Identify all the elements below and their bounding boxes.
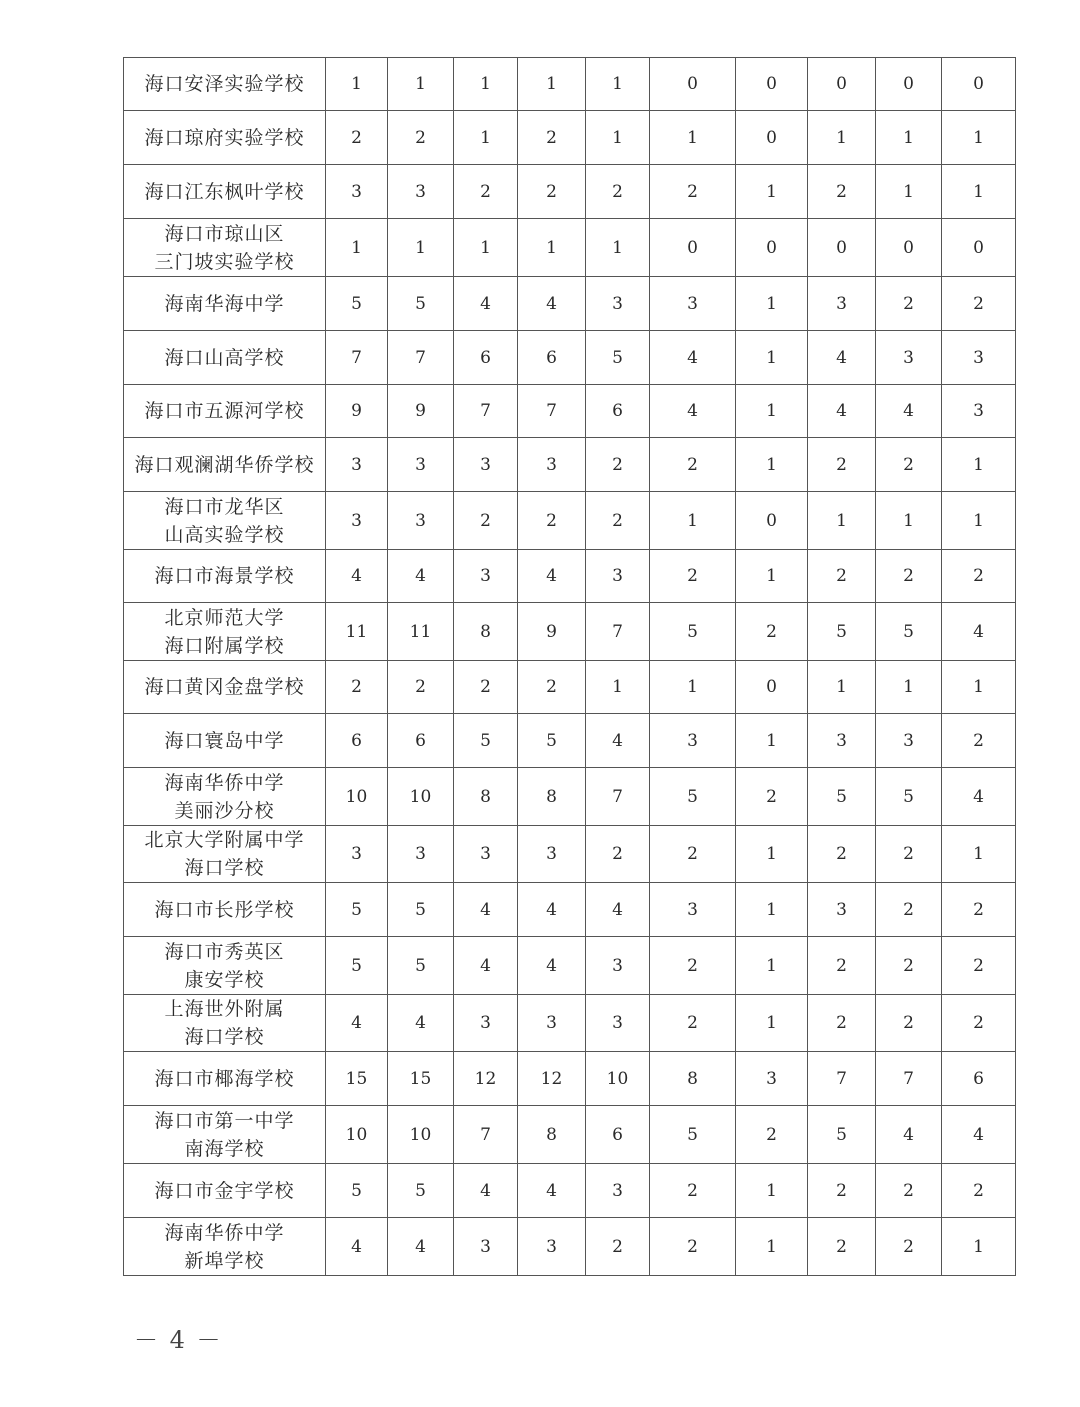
value-cell: 3 [808, 714, 876, 768]
value-cell: 6 [586, 385, 650, 438]
value-cell: 1 [326, 219, 388, 277]
value-cell: 3 [326, 826, 388, 883]
value-cell: 2 [942, 277, 1016, 331]
value-cell: 8 [650, 1052, 736, 1106]
value-cell: 1 [942, 111, 1016, 165]
value-cell: 1 [942, 492, 1016, 550]
value-cell: 2 [736, 1106, 808, 1164]
value-cell: 4 [388, 550, 454, 603]
value-cell: 2 [808, 165, 876, 219]
value-cell: 1 [518, 219, 586, 277]
value-cell: 1 [942, 826, 1016, 883]
value-cell: 2 [876, 438, 942, 492]
value-cell: 2 [518, 111, 586, 165]
value-cell: 6 [942, 1052, 1016, 1106]
value-cell: 2 [650, 995, 736, 1052]
value-cell: 4 [518, 550, 586, 603]
school-name-cell: 北京师范大学 海口附属学校 [124, 603, 326, 661]
value-cell: 9 [388, 385, 454, 438]
value-cell: 3 [388, 492, 454, 550]
value-cell: 1 [454, 219, 518, 277]
value-cell: 2 [942, 714, 1016, 768]
value-cell: 4 [876, 385, 942, 438]
value-cell: 10 [388, 768, 454, 826]
value-cell: 4 [326, 995, 388, 1052]
value-cell: 3 [518, 995, 586, 1052]
value-cell: 1 [876, 165, 942, 219]
table-row [124, 438, 1016, 492]
table-row [124, 58, 1016, 111]
value-cell: 2 [808, 438, 876, 492]
value-cell: 5 [586, 331, 650, 385]
value-cell: 4 [586, 714, 650, 768]
value-cell: 1 [876, 492, 942, 550]
school-name-cell: 海南华海中学 [124, 277, 326, 331]
school-name-cell: 海口市海景学校 [124, 550, 326, 603]
value-cell: 4 [454, 937, 518, 995]
value-cell: 3 [650, 883, 736, 937]
value-cell: 1 [736, 165, 808, 219]
value-cell: 2 [454, 492, 518, 550]
value-cell: 2 [586, 165, 650, 219]
value-cell: 1 [876, 111, 942, 165]
value-cell: 4 [650, 385, 736, 438]
table-row [124, 111, 1016, 165]
table-row [124, 995, 1016, 1052]
value-cell: 1 [736, 714, 808, 768]
school-name-cell: 海口观澜湖华侨学校 [124, 438, 326, 492]
value-cell: 10 [586, 1052, 650, 1106]
table-row [124, 1052, 1016, 1106]
table-row [124, 714, 1016, 768]
value-cell: 0 [876, 58, 942, 111]
value-cell: 8 [518, 768, 586, 826]
value-cell: 4 [586, 883, 650, 937]
table-row [124, 1106, 1016, 1164]
value-cell: 7 [518, 385, 586, 438]
value-cell: 4 [518, 277, 586, 331]
value-cell: 4 [808, 385, 876, 438]
value-cell: 5 [650, 603, 736, 661]
table-row [124, 219, 1016, 277]
value-cell: 11 [388, 603, 454, 661]
value-cell: 3 [454, 995, 518, 1052]
value-cell: 1 [736, 826, 808, 883]
value-cell: 1 [388, 219, 454, 277]
value-cell: 2 [518, 661, 586, 714]
value-cell: 15 [388, 1052, 454, 1106]
value-cell: 1 [942, 1218, 1016, 1276]
school-name-cell: 海口市五源河学校 [124, 385, 326, 438]
value-cell: 3 [518, 438, 586, 492]
value-cell: 0 [942, 58, 1016, 111]
table-row [124, 492, 1016, 550]
value-cell: 0 [736, 58, 808, 111]
value-cell: 2 [326, 661, 388, 714]
value-cell: 2 [518, 492, 586, 550]
value-cell: 2 [650, 826, 736, 883]
value-cell: 7 [586, 768, 650, 826]
value-cell: 1 [736, 550, 808, 603]
value-cell: 0 [736, 661, 808, 714]
value-cell: 8 [454, 603, 518, 661]
value-cell: 11 [326, 603, 388, 661]
value-cell: 2 [808, 550, 876, 603]
value-cell: 10 [388, 1106, 454, 1164]
value-cell: 6 [518, 331, 586, 385]
value-cell: 2 [876, 826, 942, 883]
value-cell: 4 [808, 331, 876, 385]
table-row [124, 277, 1016, 331]
table-row [124, 937, 1016, 995]
value-cell: 8 [454, 768, 518, 826]
value-cell: 2 [736, 768, 808, 826]
value-cell: 2 [454, 165, 518, 219]
value-cell: 4 [650, 331, 736, 385]
table-row [124, 1218, 1016, 1276]
value-cell: 1 [586, 111, 650, 165]
school-name-cell: 海口黄冈金盘学校 [124, 661, 326, 714]
value-cell: 3 [388, 165, 454, 219]
value-cell: 3 [454, 1218, 518, 1276]
value-cell: 0 [942, 219, 1016, 277]
value-cell: 2 [876, 1218, 942, 1276]
value-cell: 1 [326, 58, 388, 111]
value-cell: 2 [650, 1164, 736, 1218]
value-cell: 9 [326, 385, 388, 438]
value-cell: 5 [650, 1106, 736, 1164]
value-cell: 0 [736, 111, 808, 165]
value-cell: 3 [942, 385, 1016, 438]
value-cell: 4 [388, 1218, 454, 1276]
school-name-cell: 海口山高学校 [124, 331, 326, 385]
value-cell: 1 [736, 883, 808, 937]
value-cell: 2 [586, 1218, 650, 1276]
value-cell: 1 [650, 661, 736, 714]
value-cell: 1 [388, 58, 454, 111]
value-cell: 1 [736, 438, 808, 492]
value-cell: 2 [808, 937, 876, 995]
school-name-cell: 海口寰岛中学 [124, 714, 326, 768]
value-cell: 1 [736, 385, 808, 438]
value-cell: 3 [736, 1052, 808, 1106]
value-cell: 6 [326, 714, 388, 768]
value-cell: 9 [518, 603, 586, 661]
value-cell: 1 [586, 58, 650, 111]
table-row [124, 826, 1016, 883]
value-cell: 2 [650, 1218, 736, 1276]
value-cell: 4 [388, 995, 454, 1052]
value-cell: 2 [586, 438, 650, 492]
value-cell: 4 [454, 277, 518, 331]
school-name-cell: 海口市龙华区 山高实验学校 [124, 492, 326, 550]
value-cell: 1 [586, 661, 650, 714]
value-cell: 4 [326, 550, 388, 603]
value-cell: 3 [454, 826, 518, 883]
value-cell: 3 [326, 492, 388, 550]
value-cell: 2 [876, 550, 942, 603]
value-cell: 2 [586, 492, 650, 550]
value-cell: 2 [876, 883, 942, 937]
value-cell: 1 [650, 111, 736, 165]
value-cell: 2 [942, 883, 1016, 937]
value-cell: 1 [454, 58, 518, 111]
value-cell: 4 [326, 1218, 388, 1276]
value-cell: 2 [650, 550, 736, 603]
school-name-cell: 海口市长彤学校 [124, 883, 326, 937]
page-number: － 4 － [134, 1326, 223, 1354]
value-cell: 2 [876, 277, 942, 331]
school-name-cell: 海口安泽实验学校 [124, 58, 326, 111]
school-name-cell: 海口市秀英区 康安学校 [124, 937, 326, 995]
value-cell: 5 [326, 883, 388, 937]
value-cell: 5 [650, 768, 736, 826]
value-cell: 3 [650, 714, 736, 768]
value-cell: 0 [650, 219, 736, 277]
value-cell: 1 [518, 58, 586, 111]
value-cell: 3 [586, 1164, 650, 1218]
value-cell: 6 [586, 1106, 650, 1164]
value-cell: 6 [388, 714, 454, 768]
value-cell: 10 [326, 1106, 388, 1164]
school-name-cell: 上海世外附属 海口学校 [124, 995, 326, 1052]
value-cell: 0 [808, 58, 876, 111]
value-cell: 4 [454, 883, 518, 937]
value-cell: 2 [650, 937, 736, 995]
value-cell: 4 [518, 1164, 586, 1218]
value-cell: 1 [942, 661, 1016, 714]
value-cell: 3 [586, 995, 650, 1052]
value-cell: 8 [518, 1106, 586, 1164]
value-cell: 4 [518, 937, 586, 995]
value-cell: 2 [388, 111, 454, 165]
value-cell: 1 [650, 492, 736, 550]
value-cell: 2 [876, 995, 942, 1052]
value-cell: 2 [736, 603, 808, 661]
table-row [124, 661, 1016, 714]
value-cell: 3 [388, 438, 454, 492]
value-cell: 7 [876, 1052, 942, 1106]
value-cell: 1 [736, 937, 808, 995]
table-row [124, 385, 1016, 438]
value-cell: 4 [942, 1106, 1016, 1164]
value-cell: 5 [388, 883, 454, 937]
value-cell: 3 [326, 438, 388, 492]
value-cell: 5 [326, 1164, 388, 1218]
value-cell: 2 [942, 1164, 1016, 1218]
value-cell: 4 [518, 883, 586, 937]
value-cell: 3 [876, 714, 942, 768]
value-cell: 1 [808, 661, 876, 714]
value-cell: 3 [326, 165, 388, 219]
value-cell: 3 [942, 331, 1016, 385]
value-cell: 3 [808, 277, 876, 331]
quota-table [123, 57, 1016, 1276]
value-cell: 5 [518, 714, 586, 768]
value-cell: 4 [876, 1106, 942, 1164]
table-body [124, 58, 1016, 1276]
value-cell: 2 [650, 438, 736, 492]
school-name-cell: 海口市第一中学 南海学校 [124, 1106, 326, 1164]
value-cell: 7 [808, 1052, 876, 1106]
value-cell: 1 [736, 277, 808, 331]
value-cell: 0 [736, 492, 808, 550]
value-cell: 2 [942, 937, 1016, 995]
value-cell: 1 [942, 165, 1016, 219]
value-cell: 3 [388, 826, 454, 883]
value-cell: 12 [454, 1052, 518, 1106]
value-cell: 4 [942, 768, 1016, 826]
value-cell: 3 [454, 550, 518, 603]
value-cell: 7 [586, 603, 650, 661]
value-cell: 2 [454, 661, 518, 714]
value-cell: 2 [650, 165, 736, 219]
value-cell: 1 [808, 111, 876, 165]
value-cell: 5 [808, 603, 876, 661]
value-cell: 2 [326, 111, 388, 165]
value-cell: 2 [808, 995, 876, 1052]
value-cell: 1 [876, 661, 942, 714]
value-cell: 0 [736, 219, 808, 277]
value-cell: 5 [388, 277, 454, 331]
value-cell: 2 [942, 995, 1016, 1052]
table-row [124, 550, 1016, 603]
value-cell: 3 [586, 937, 650, 995]
value-cell: 2 [388, 661, 454, 714]
value-cell: 3 [876, 331, 942, 385]
school-name-cell: 海口市金宇学校 [124, 1164, 326, 1218]
value-cell: 3 [650, 277, 736, 331]
table-row [124, 165, 1016, 219]
value-cell: 5 [326, 937, 388, 995]
value-cell: 3 [518, 1218, 586, 1276]
value-cell: 7 [454, 1106, 518, 1164]
value-cell: 2 [808, 1164, 876, 1218]
value-cell: 1 [736, 1218, 808, 1276]
value-cell: 2 [518, 165, 586, 219]
value-cell: 0 [876, 219, 942, 277]
value-cell: 4 [454, 1164, 518, 1218]
value-cell: 0 [650, 58, 736, 111]
value-cell: 5 [876, 603, 942, 661]
value-cell: 5 [454, 714, 518, 768]
school-name-cell: 海南华侨中学 美丽沙分校 [124, 768, 326, 826]
value-cell: 10 [326, 768, 388, 826]
value-cell: 1 [454, 111, 518, 165]
school-name-cell: 海口江东枫叶学校 [124, 165, 326, 219]
school-name-cell: 海口市椰海学校 [124, 1052, 326, 1106]
table-row [124, 883, 1016, 937]
value-cell: 2 [808, 826, 876, 883]
value-cell: 4 [942, 603, 1016, 661]
value-cell: 5 [326, 277, 388, 331]
value-cell: 5 [876, 768, 942, 826]
value-cell: 3 [586, 277, 650, 331]
value-cell: 2 [876, 1164, 942, 1218]
value-cell: 1 [942, 438, 1016, 492]
value-cell: 3 [586, 550, 650, 603]
value-cell: 1 [736, 331, 808, 385]
value-cell: 3 [518, 826, 586, 883]
table-row [124, 603, 1016, 661]
table-row [124, 768, 1016, 826]
value-cell: 1 [586, 219, 650, 277]
value-cell: 1 [736, 995, 808, 1052]
school-name-cell: 海口琼府实验学校 [124, 111, 326, 165]
school-name-cell: 海南华侨中学 新埠学校 [124, 1218, 326, 1276]
table-row [124, 1164, 1016, 1218]
value-cell: 5 [808, 1106, 876, 1164]
value-cell: 0 [808, 219, 876, 277]
value-cell: 1 [808, 492, 876, 550]
value-cell: 2 [876, 937, 942, 995]
value-cell: 7 [326, 331, 388, 385]
value-cell: 3 [454, 438, 518, 492]
value-cell: 5 [388, 1164, 454, 1218]
value-cell: 1 [736, 1164, 808, 1218]
value-cell: 2 [808, 1218, 876, 1276]
value-cell: 12 [518, 1052, 586, 1106]
school-name-cell: 北京大学附属中学 海口学校 [124, 826, 326, 883]
table-row [124, 331, 1016, 385]
school-name-cell: 海口市琼山区 三门坡实验学校 [124, 219, 326, 277]
value-cell: 7 [388, 331, 454, 385]
value-cell: 7 [454, 385, 518, 438]
value-cell: 15 [326, 1052, 388, 1106]
value-cell: 2 [586, 826, 650, 883]
value-cell: 5 [388, 937, 454, 995]
value-cell: 6 [454, 331, 518, 385]
value-cell: 2 [942, 550, 1016, 603]
value-cell: 3 [808, 883, 876, 937]
value-cell: 5 [808, 768, 876, 826]
